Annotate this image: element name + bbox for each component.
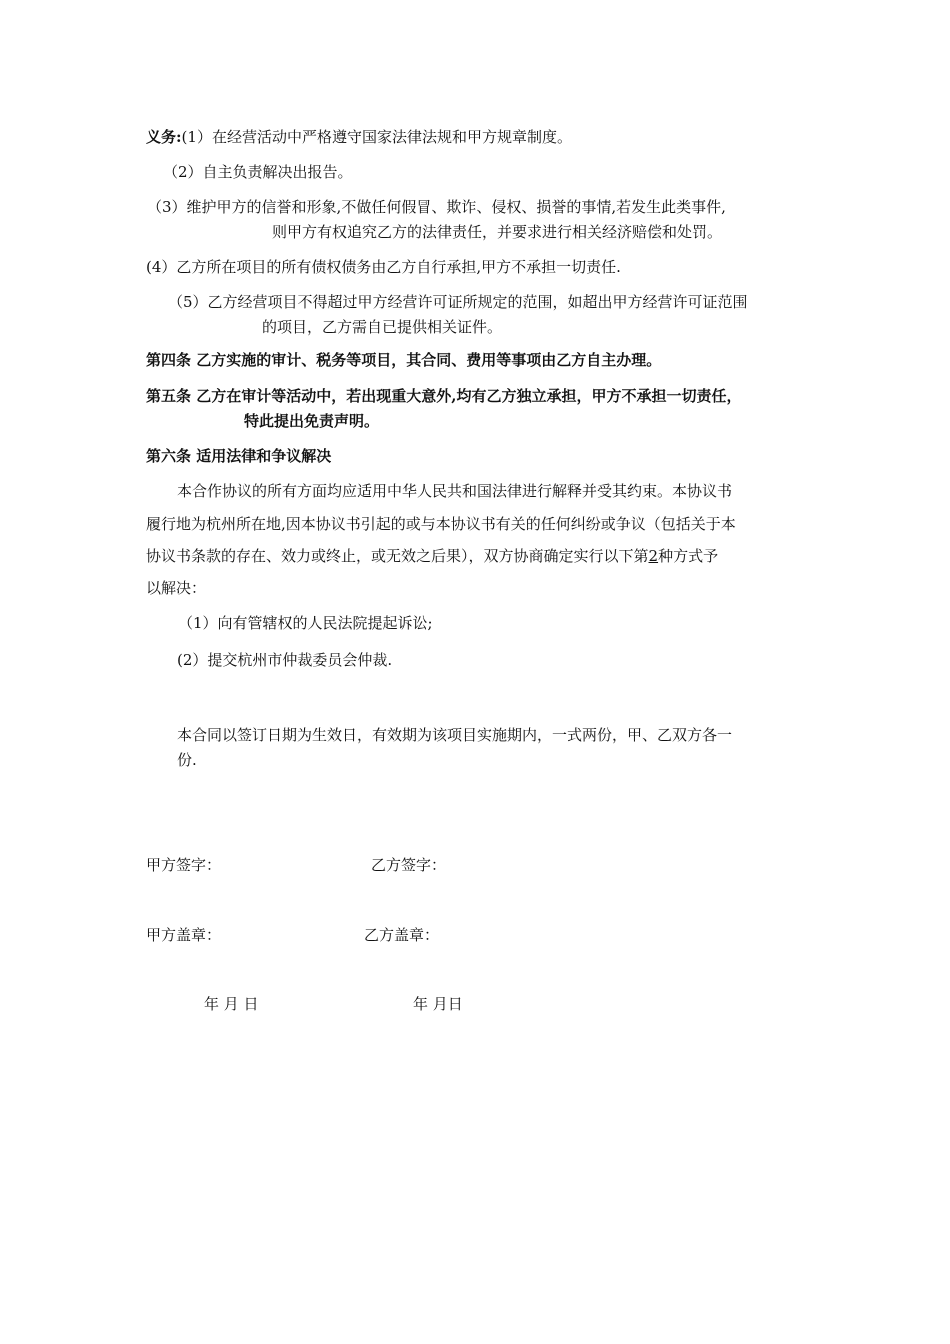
party-b-signature-label: 乙方签字：	[371, 856, 447, 874]
party-b-date: 年 月日	[413, 995, 463, 1013]
article-6-paragraph-line-3-text: 协议书条款的存在、效力或终止，或无效之后果），双方协商确定实行以下第	[146, 547, 649, 565]
effective-clause-line-1: 本合同以签订日期为生效日，有效期为该项目实施期内，一式两份，甲、乙双方各一	[177, 726, 733, 744]
article-6-paragraph-line-2: 履行地为杭州所在地,因本协议书引起的或与本协议书有关的任何纠纷或争议（包括关于本	[146, 515, 736, 533]
obligations-line-1	[146, 127, 572, 147]
obligation-item-1: (1）在经营活动中严格遵守国家法律法规和甲方规章制度。	[181, 128, 572, 146]
party-b-seal-label: 乙方盖章：	[364, 926, 440, 944]
obligations-label: 义务:	[146, 128, 182, 146]
article-6-paragraph-line-3-end: 种方式予	[658, 547, 719, 565]
party-a-signature-label: 甲方签字：	[146, 856, 222, 874]
article-6-paragraph-line-1: 本合作协议的所有方面均应适用中华人民共和国法律进行解释并受其约束。本协议书	[177, 482, 733, 500]
dispute-method-number: 2	[648, 547, 659, 565]
obligation-item-3-line-2: 则甲方有权追究乙方的法律责任，并要求进行相关经济赔偿和处罚。	[272, 223, 723, 241]
obligation-item-5-line-2: 的项目，乙方需自已提供相关证件。	[262, 318, 503, 336]
article-6-heading: 第六条 适用法律和争议解决	[146, 447, 332, 465]
article-4: 第四条 乙方实施的审计、税务等项目，其合同、费用等事项由乙方自主办理。	[146, 351, 662, 369]
dispute-option-1: （1）向有管辖权的人民法院提起诉讼;	[178, 614, 433, 632]
obligation-item-4: (4）乙方所在项目的所有债权债务由乙方自行承担,甲方不承担一切责任.	[146, 258, 621, 276]
article-6-paragraph-line-4: 以解决：	[146, 579, 207, 597]
obligation-item-2: （2）自主负责解决出报告。	[163, 163, 353, 181]
article-5-line-2: 特此提出免责声明。	[244, 412, 380, 430]
article-6-paragraph-line-3	[146, 546, 718, 566]
obligation-item-5-line-1: （5）乙方经营项目不得超过甲方经营许可证所规定的范围，如超出甲方经营许可证范围	[168, 293, 748, 311]
party-a-seal-label: 甲方盖章：	[146, 926, 222, 944]
obligation-item-3-line-1: （3）维护甲方的信誉和形象,不做任何假冒、欺诈、侵权、损誉的事情,若发生此类事件,	[147, 198, 726, 216]
effective-clause-line-2: 份.	[177, 751, 197, 769]
party-a-date: 年 月 日	[204, 995, 259, 1013]
dispute-option-2: (2）提交杭州市仲裁委员会仲裁.	[177, 651, 393, 669]
article-5-line-1: 第五条 乙方在审计等活动中，若出现重大意外,均有乙方独立承担，甲方不承担一切责任，	[146, 387, 742, 405]
